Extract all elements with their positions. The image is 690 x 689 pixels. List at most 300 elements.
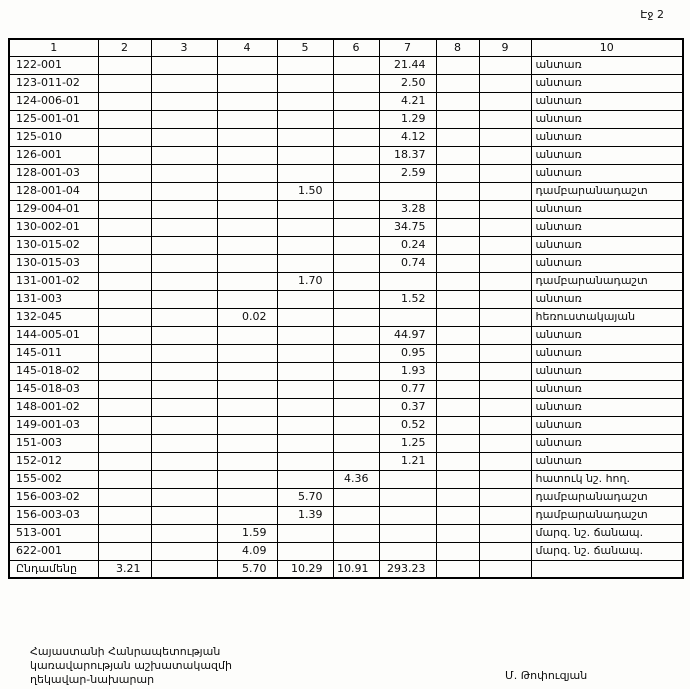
parcel-code-cell: 130-015-02 [9,236,98,254]
column-header-4: 4 [217,39,277,56]
table-row [9,254,683,272]
value-cell [436,326,479,344]
value-cell [151,164,217,182]
value-cell [436,254,479,272]
value-cell [277,290,333,308]
value-cell [436,110,479,128]
value-cell [98,164,151,182]
value-cell [479,452,531,470]
value-cell [277,308,333,326]
land-use-cell: անտառ [531,344,683,362]
footer-line-1: Հայաստանի Հանրապետության [30,645,221,658]
value-cell [436,524,479,542]
total-cell-col5: 10.29 [277,560,333,578]
value-cell: 4.21 [379,92,436,110]
value-cell [217,254,277,272]
value-cell [479,506,531,524]
value-cell [151,128,217,146]
value-cell [98,398,151,416]
value-cell [333,236,379,254]
table-row [9,326,683,344]
parcel-code-cell: 132-045 [9,308,98,326]
value-cell [333,92,379,110]
value-cell [277,56,333,74]
land-use-cell: անտառ [531,254,683,272]
parcel-code-cell: 123-011-02 [9,74,98,92]
value-cell [277,146,333,164]
value-cell [98,74,151,92]
total-cell-col9 [479,560,531,578]
value-cell [333,164,379,182]
value-cell [98,200,151,218]
table-row [9,308,683,326]
value-cell [333,290,379,308]
table-row [9,200,683,218]
value-cell [436,146,479,164]
table-row [9,236,683,254]
value-cell [277,416,333,434]
parcel-code-cell: 145-018-02 [9,362,98,380]
parcel-code-cell: 125-010 [9,128,98,146]
table-row [9,110,683,128]
value-cell [151,488,217,506]
signatory-name: Մ. Թոփուզյան [505,669,588,682]
table-row [9,146,683,164]
value-cell [217,290,277,308]
value-cell [333,182,379,200]
value-cell [151,290,217,308]
parcel-code-cell: 128-001-03 [9,164,98,182]
value-cell [436,74,479,92]
value-cell [436,380,479,398]
value-cell [479,56,531,74]
value-cell [277,236,333,254]
value-cell [333,398,379,416]
value-cell: 2.59 [379,164,436,182]
table-row [9,506,683,524]
value-cell [98,146,151,164]
land-use-cell: դամբարանադաշտ [531,272,683,290]
parcel-code-cell: 124-006-01 [9,92,98,110]
value-cell [436,344,479,362]
value-cell [98,380,151,398]
value-cell [277,452,333,470]
value-cell [436,92,479,110]
table-row [9,524,683,542]
land-use-cell: անտառ [531,218,683,236]
land-use-cell: մարզ. նշ. ճանապ. [531,524,683,542]
value-cell [436,236,479,254]
value-cell [436,308,479,326]
value-cell [436,470,479,488]
value-cell [98,272,151,290]
value-cell: 1.21 [379,452,436,470]
value-cell [333,200,379,218]
land-use-cell: հատուկ նշ. հող. [531,470,683,488]
value-cell [98,92,151,110]
value-cell: 3.28 [379,200,436,218]
value-cell: 1.29 [379,110,436,128]
value-cell [217,236,277,254]
value-cell [217,218,277,236]
value-cell [217,452,277,470]
value-cell [479,200,531,218]
value-cell [333,326,379,344]
value-cell [333,506,379,524]
land-use-cell: անտառ [531,56,683,74]
parcel-code-cell: 149-001-03 [9,416,98,434]
land-use-cell: անտառ [531,236,683,254]
value-cell [479,290,531,308]
value-cell [98,434,151,452]
value-cell [479,146,531,164]
value-cell [98,416,151,434]
parcel-code-cell: 156-003-03 [9,506,98,524]
value-cell: 0.24 [379,236,436,254]
land-use-cell: անտառ [531,92,683,110]
column-header-7: 7 [379,39,436,56]
value-cell [479,92,531,110]
value-cell [333,488,379,506]
value-cell [217,344,277,362]
parcel-code-cell: 129-004-01 [9,200,98,218]
land-use-cell: անտառ [531,416,683,434]
table-row [9,452,683,470]
value-cell [277,218,333,236]
value-cell [151,434,217,452]
value-cell [333,272,379,290]
value-cell [151,380,217,398]
value-cell [479,398,531,416]
parcel-code-cell: 151-003 [9,434,98,452]
value-cell [217,326,277,344]
value-cell [436,416,479,434]
land-use-cell: դամբարանադաշտ [531,506,683,524]
value-cell [379,488,436,506]
value-cell [479,128,531,146]
value-cell [277,254,333,272]
value-cell: 0.02 [217,308,277,326]
value-cell [98,110,151,128]
land-use-cell: դամբարանադաշտ [531,182,683,200]
value-cell [277,344,333,362]
land-use-cell: անտառ [531,452,683,470]
value-cell [436,290,479,308]
value-cell: 44.97 [379,326,436,344]
value-cell [333,254,379,272]
parcel-code-cell: 122-001 [9,56,98,74]
value-cell [436,272,479,290]
value-cell [479,218,531,236]
value-cell [277,92,333,110]
value-cell [151,272,217,290]
value-cell [379,182,436,200]
value-cell [98,182,151,200]
value-cell [217,506,277,524]
table-row [9,470,683,488]
value-cell [151,56,217,74]
value-cell: 1.59 [217,524,277,542]
value-cell: 1.25 [379,434,436,452]
value-cell [98,254,151,272]
value-cell [98,290,151,308]
parcel-code-cell: 130-015-03 [9,254,98,272]
value-cell [333,110,379,128]
value-cell [479,164,531,182]
table-row [9,434,683,452]
value-cell: 34.75 [379,218,436,236]
value-cell [217,164,277,182]
parcel-code-cell: 145-011 [9,344,98,362]
footer-line-3: ղեկավար-նախարար [30,672,155,686]
value-cell: 0.77 [379,380,436,398]
value-cell [479,254,531,272]
value-cell [98,128,151,146]
value-cell [98,488,151,506]
table-header-row [9,39,683,56]
value-cell [479,326,531,344]
parcel-code-cell: 622-001 [9,542,98,560]
value-cell: 2.50 [379,74,436,92]
value-cell [333,434,379,452]
value-cell: 1.39 [277,506,333,524]
value-cell [333,146,379,164]
value-cell: 0.74 [379,254,436,272]
land-use-cell: անտառ [531,326,683,344]
land-use-cell: անտառ [531,362,683,380]
value-cell [277,362,333,380]
value-cell [436,398,479,416]
value-cell [151,254,217,272]
column-header-10: 10 [531,39,683,56]
value-cell [217,74,277,92]
total-row [9,560,683,578]
value-cell [217,56,277,74]
land-use-cell: դամբարանադաշտ [531,488,683,506]
value-cell [436,488,479,506]
value-cell [151,506,217,524]
value-cell [151,110,217,128]
value-cell [151,542,217,560]
value-cell [479,236,531,254]
value-cell: 4.36 [333,470,379,488]
parcel-code-cell: 513-001 [9,524,98,542]
value-cell [436,182,479,200]
table-row [9,56,683,74]
value-cell [217,272,277,290]
column-header-8: 8 [436,39,479,56]
signatory-title-block [30,645,232,686]
value-cell [98,236,151,254]
parcel-code-cell: 131-001-02 [9,272,98,290]
table-row [9,542,683,560]
parcel-code-cell: 125-001-01 [9,110,98,128]
value-cell [217,128,277,146]
value-cell: 4.09 [217,542,277,560]
value-cell [151,470,217,488]
value-cell [98,506,151,524]
value-cell [217,470,277,488]
total-cell-col4: 5.70 [217,560,277,578]
value-cell [277,110,333,128]
value-cell [151,308,217,326]
land-use-cell: հեռուստակայան [531,308,683,326]
total-cell-col6: 10.91 [333,560,379,578]
table-row [9,272,683,290]
value-cell [277,470,333,488]
value-cell: 0.95 [379,344,436,362]
value-cell [217,362,277,380]
total-cell-col1: Ընդամենը [9,560,98,578]
land-parcel-table [8,38,684,579]
value-cell [436,542,479,560]
value-cell [379,524,436,542]
value-cell [436,218,479,236]
value-cell [333,362,379,380]
value-cell [277,200,333,218]
value-cell: 1.50 [277,182,333,200]
value-cell [333,416,379,434]
value-cell [217,146,277,164]
value-cell [98,470,151,488]
value-cell [98,542,151,560]
land-use-cell: անտառ [531,74,683,92]
column-header-2: 2 [98,39,151,56]
value-cell [277,128,333,146]
value-cell [151,362,217,380]
value-cell [277,542,333,560]
parcel-code-cell: 152-012 [9,452,98,470]
table-row [9,344,683,362]
value-cell [333,542,379,560]
value-cell: 4.12 [379,128,436,146]
total-cell-col7: 293.23 [379,560,436,578]
parcel-code-cell: 128-001-04 [9,182,98,200]
value-cell [436,128,479,146]
page-number-label: Էջ 2 [640,8,664,21]
value-cell [98,362,151,380]
value-cell [379,308,436,326]
value-cell [217,200,277,218]
table-row [9,362,683,380]
table-row [9,290,683,308]
value-cell [151,344,217,362]
value-cell [151,236,217,254]
value-cell [479,272,531,290]
value-cell [151,74,217,92]
value-cell [436,506,479,524]
total-cell-col3 [151,560,217,578]
value-cell [479,542,531,560]
value-cell [151,524,217,542]
value-cell [379,470,436,488]
value-cell [479,416,531,434]
value-cell: 1.52 [379,290,436,308]
land-use-cell: անտառ [531,398,683,416]
value-cell [379,542,436,560]
value-cell [479,362,531,380]
value-cell [151,146,217,164]
table-row [9,74,683,92]
value-cell [436,434,479,452]
value-cell [333,344,379,362]
value-cell [98,326,151,344]
value-cell [379,272,436,290]
value-cell [277,326,333,344]
value-cell [333,380,379,398]
total-cell-col2: 3.21 [98,560,151,578]
value-cell [98,524,151,542]
value-cell: 21.44 [379,56,436,74]
land-use-cell: անտառ [531,110,683,128]
column-header-9: 9 [479,39,531,56]
table-row [9,416,683,434]
table-row [9,380,683,398]
table-row [9,164,683,182]
parcel-code-cell: 131-003 [9,290,98,308]
value-cell [333,524,379,542]
value-cell [98,308,151,326]
value-cell [151,200,217,218]
value-cell [98,344,151,362]
value-cell: 5.70 [277,488,333,506]
value-cell [151,452,217,470]
table-row [9,488,683,506]
value-cell [479,470,531,488]
value-cell [333,218,379,236]
value-cell [333,308,379,326]
value-cell: 1.70 [277,272,333,290]
value-cell [277,380,333,398]
land-use-cell: մարզ. նշ. ճանապ. [531,542,683,560]
value-cell [333,56,379,74]
table-row [9,182,683,200]
value-cell [436,452,479,470]
land-use-cell: անտառ [531,434,683,452]
value-cell [277,524,333,542]
table-row [9,398,683,416]
parcel-code-cell: 126-001 [9,146,98,164]
parcel-code-cell: 130-002-01 [9,218,98,236]
land-use-cell: անտառ [531,164,683,182]
land-use-cell: անտառ [531,128,683,146]
value-cell [98,218,151,236]
total-cell-col10 [531,560,683,578]
value-cell [479,380,531,398]
value-cell: 1.93 [379,362,436,380]
value-cell: 0.37 [379,398,436,416]
value-cell [217,110,277,128]
value-cell [151,92,217,110]
value-cell [333,74,379,92]
value-cell [277,434,333,452]
value-cell [333,128,379,146]
value-cell [479,488,531,506]
value-cell [436,56,479,74]
value-cell [277,164,333,182]
footer-line-2: կառավարության աշխատակազմի [30,658,232,672]
value-cell [333,452,379,470]
value-cell [436,200,479,218]
land-use-cell: անտառ [531,200,683,218]
value-cell [277,398,333,416]
value-cell [151,182,217,200]
value-cell [151,398,217,416]
value-cell [217,434,277,452]
value-cell [379,506,436,524]
value-cell [479,434,531,452]
table-row [9,92,683,110]
